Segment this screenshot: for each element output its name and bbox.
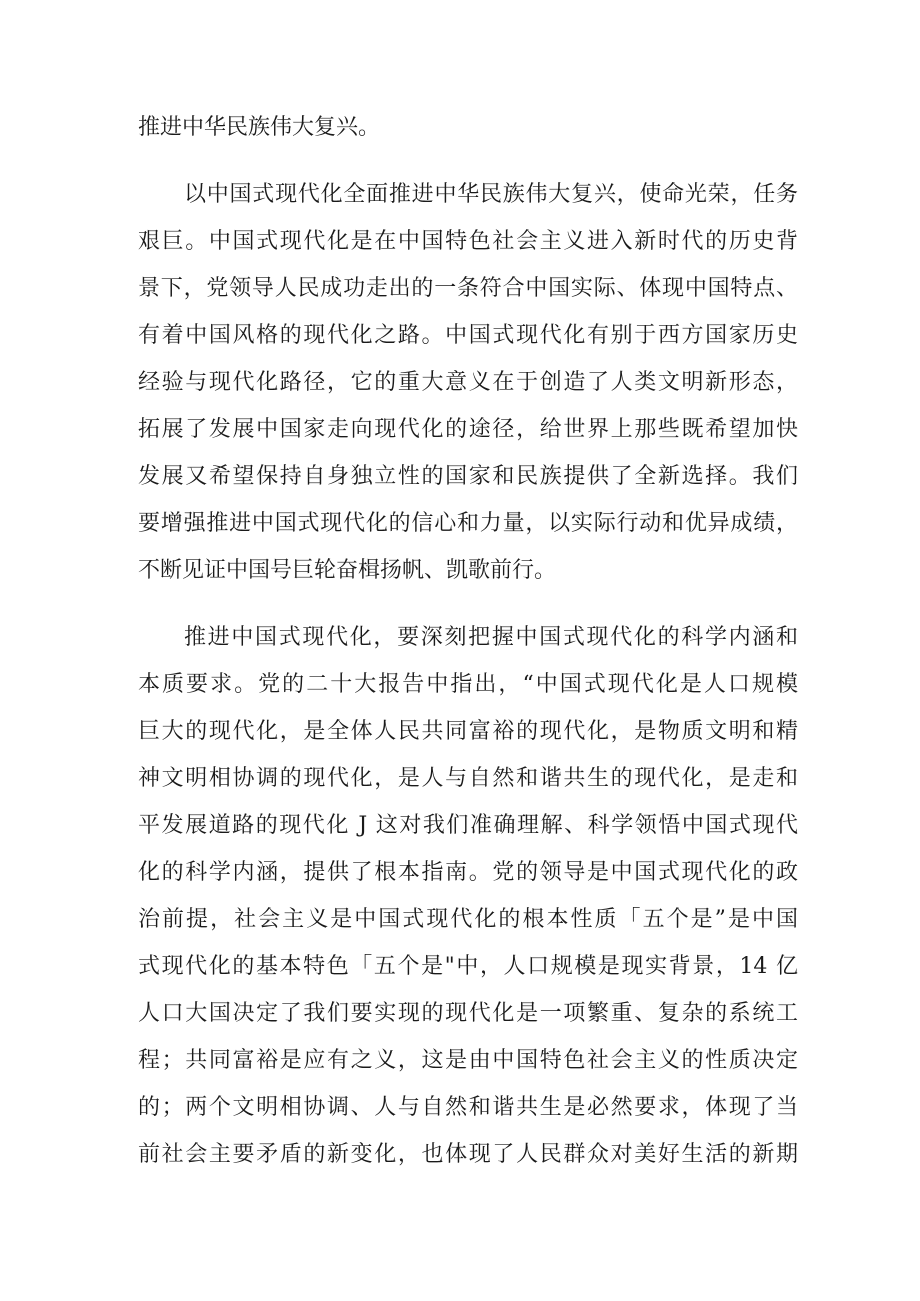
- text-line: 要增强推进中国式现代化的信心和力量，以实际行动和优异成绩，: [138, 511, 798, 536]
- text-line: 人口大国决定了我们要实现的现代化是一项繁重、复杂的系统工: [138, 1001, 798, 1026]
- text-line: 本质要求。党的二十大报告中指出，“中国式现代化是人口规模: [138, 672, 798, 697]
- text-line: 经验与现代化路径，它的重大意义在于创造了人类文明新形态，: [138, 370, 798, 395]
- paragraph-gap: [138, 594, 798, 614]
- text-line: 拓展了发展中国家走向现代化的途径，给世界上那些既希望加快: [138, 417, 798, 442]
- text-line: 景下，党领导人民成功走出的一条符合中国实际、体现中国特点、: [138, 276, 798, 301]
- text-line: 的；两个文明相协调、人与自然和谐共生是必然要求，体现了当: [138, 1095, 798, 1120]
- text-line: 推进中华民族伟大复兴。: [138, 115, 381, 140]
- paragraph: [138, 614, 798, 1178]
- text-line: 平发展道路的现代化 J 这对我们准确理解、科学领悟中国式现代: [138, 813, 798, 838]
- text-line: 化的科学内涵，提供了根本指南。党的领导是中国式现代化的政: [138, 860, 798, 885]
- text-line: 程；共同富裕是应有之义，这是由中国特色社会主义的性质决定: [138, 1048, 798, 1073]
- text-line: 艰巨。中国式现代化是在中国特色社会主义进入新时代的历史背: [138, 229, 798, 254]
- paragraph-gap: [138, 151, 798, 171]
- text-line: 式现代化的基本特色「五个是"中，人口规模是现实背景，14 亿: [138, 954, 798, 979]
- text-line: 神文明相协调的现代化，是人与自然和谐共生的现代化，是走和: [138, 766, 798, 791]
- text-line: 治前提，社会主义是中国式现代化的根本性质「五个是”是中国: [138, 907, 798, 932]
- text-line: 前社会主要矛盾的新变化，也体现了人民群众对美好生活的新期: [138, 1142, 798, 1167]
- text-line: 不断见证中国号巨轮奋楫扬帆、凯歌前行。: [138, 558, 557, 583]
- text-line: 巨大的现代化，是全体人民共同富裕的现代化，是物质文明和精: [138, 719, 798, 744]
- text-line: 推进中国式现代化，要深刻把握中国式现代化的科学内涵和: [184, 625, 798, 650]
- paragraph: [138, 104, 798, 151]
- text-line: 以中国式现代化全面推进中华民族伟大复兴，使命光荣，任务: [184, 182, 798, 207]
- document-body: [138, 104, 798, 1178]
- paragraph: [138, 171, 798, 594]
- text-line: 发展又希望保持自身独立性的国家和民族提供了全新选择。我们: [138, 464, 798, 489]
- text-line: 有着中国风格的现代化之路。中国式现代化有别于西方国家历史: [138, 323, 798, 348]
